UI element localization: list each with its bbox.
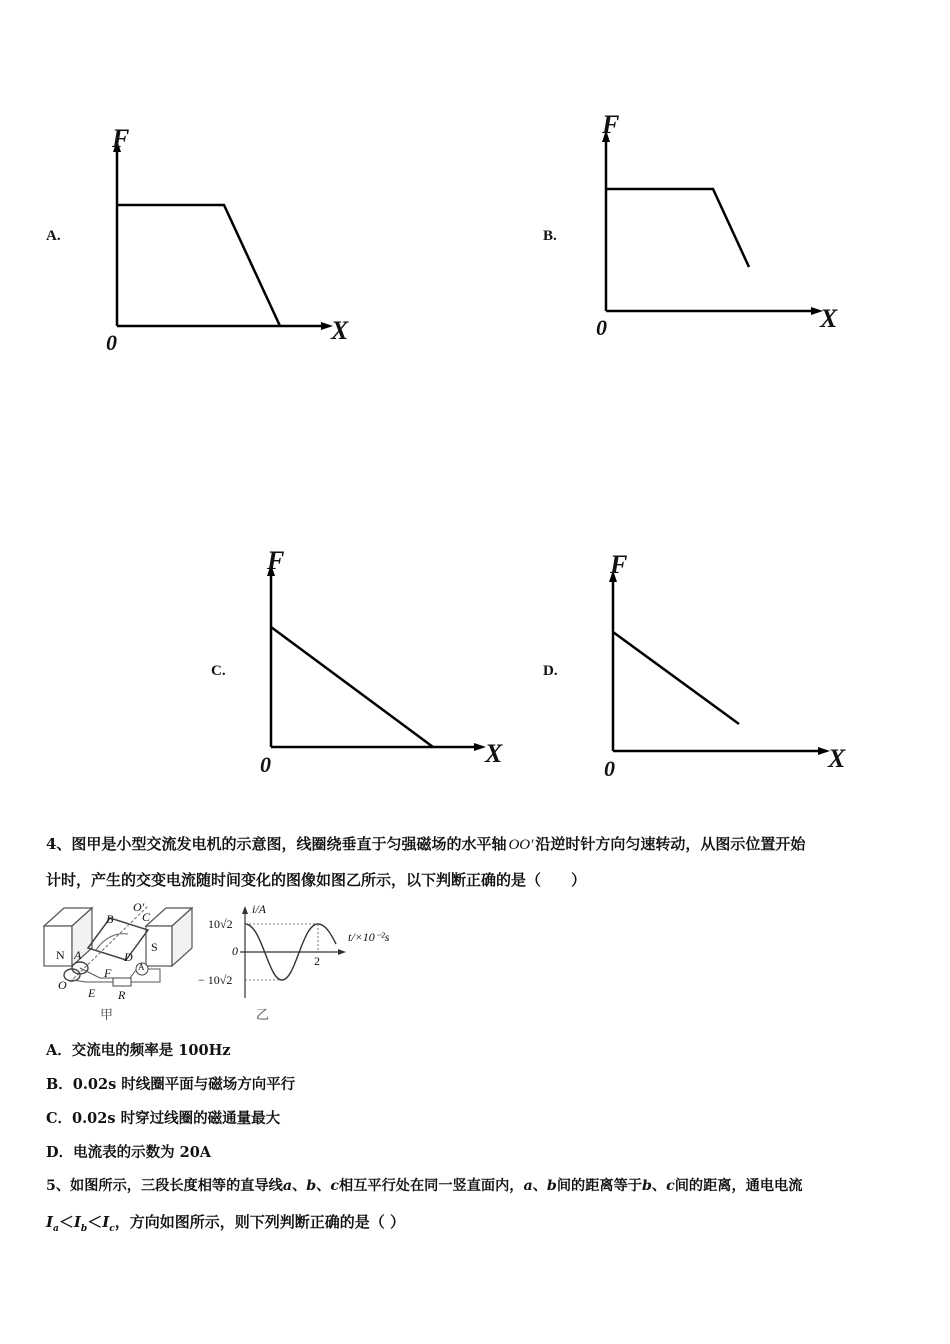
option-a-label: A. [46, 228, 61, 244]
q5-lt2: ＜ [87, 1213, 103, 1231]
graph-b-origin: 0 [596, 315, 607, 340]
q5-var-a2: a [523, 1178, 533, 1194]
q5-part1: 5、如图所示，三段长度相等的直导线 [46, 1178, 283, 1194]
gen-label-f: F [104, 966, 112, 980]
q5-lt1: ＜ [58, 1213, 74, 1231]
gen-label-s: S [151, 940, 158, 954]
figure-jia-label: 甲 [100, 1008, 114, 1023]
q5-var-b: b [306, 1178, 317, 1194]
gen-label-c: C [142, 910, 151, 924]
gen-label-b: B [106, 912, 114, 926]
q5-ib-sub: b [80, 1224, 88, 1234]
graph-c-origin: 0 [260, 752, 271, 777]
option-b-label: B. [543, 228, 557, 244]
graph-ytick-top: 10√2 [208, 917, 233, 931]
q4-choice-c[interactable]: C．0.02s 时穿过线圈的磁通量最大 [46, 1110, 281, 1127]
graph-a-y-label: F [112, 124, 130, 153]
graph-a-x-label: X [331, 316, 349, 345]
q5-part2: 相互平行处在同一竖直面内， [339, 1178, 524, 1194]
graph-a-origin: 0 [106, 330, 117, 355]
q5-ia: I [46, 1213, 54, 1231]
q5-ic-sub: c [109, 1224, 115, 1234]
gen-label-r: R [118, 988, 126, 1002]
q5-sep2: 、 [316, 1178, 331, 1194]
gen-label-e: E [88, 986, 96, 1000]
graph-d-y-label: F [610, 550, 628, 579]
graph-ytick-zero: 0 [232, 944, 238, 958]
q4-axis-symbol: OO′ [508, 837, 534, 853]
q4-stem-line2: 计时，产生的交变电流随时间变化的图像如图乙所示，以下判断正确的是（ ） [46, 871, 587, 889]
gen-label-d: D [124, 950, 133, 964]
gen-label-op: O′ [133, 900, 145, 914]
graph-b-y-label: F [602, 110, 620, 139]
ammeter-icon: A [138, 962, 145, 972]
q4-choice-b[interactable]: B．0.02s 时线圈平面与磁场方向平行 [46, 1076, 296, 1093]
graph-d-origin: 0 [604, 756, 615, 781]
gen-label-a: A [74, 948, 82, 962]
graph-xtick: 2 [314, 954, 320, 968]
q5-ic: I [102, 1213, 110, 1231]
q4-stem-part1: 4、图甲是小型交流发电机的示意图，线圈绕垂直于匀强磁场的水平轴 [46, 835, 507, 853]
q5-var-c: c [330, 1178, 340, 1194]
q5-var-a: a [282, 1178, 293, 1194]
gen-label-n: N [56, 948, 65, 962]
graph-ytick-bottom: − 10√2 [198, 973, 233, 987]
q5-var-b2: b [546, 1178, 557, 1194]
q4-choice-a[interactable]: A．交流电的频率是 100Hz [46, 1042, 231, 1059]
q4-choice-d[interactable]: D．电流表的示数为 20A [46, 1144, 212, 1161]
q5-stem-line2 [46, 1212, 405, 1239]
q5-var-c3: c [666, 1178, 675, 1194]
q5-var-b3: b [641, 1178, 652, 1194]
q5-sep1: 、 [292, 1178, 307, 1194]
graph-c-x-label: X [485, 739, 503, 768]
gen-label-o: O [58, 978, 67, 992]
q5-part4: 间的距离，通电电流 [674, 1178, 803, 1194]
q5-sep3: 、 [532, 1178, 547, 1194]
graph-xlabel: t/×10⁻²s [348, 930, 390, 944]
q5-part3: 间的距离等于 [556, 1178, 642, 1194]
option-c-label: C. [211, 663, 226, 679]
q4-stem-part2: 沿逆时针方向匀速转动，从图示位置开始 [535, 835, 806, 853]
graph-b-x-label: X [820, 304, 838, 333]
q5-ib: I [73, 1213, 81, 1231]
graph-d-x-label: X [828, 744, 846, 773]
option-d-label: D. [543, 663, 558, 679]
graph-c-y-label: F [267, 546, 285, 575]
q5-part5: ，方向如图所示，则下列判断正确的是（ ） [114, 1213, 405, 1231]
q5-ia-sub: a [53, 1224, 59, 1234]
figure-yi-label: 乙 [256, 1008, 270, 1023]
q5-stem-line1 [46, 1176, 802, 1196]
q5-sep4: 、 [651, 1178, 667, 1194]
graph-ylabel: i/A [252, 902, 266, 916]
